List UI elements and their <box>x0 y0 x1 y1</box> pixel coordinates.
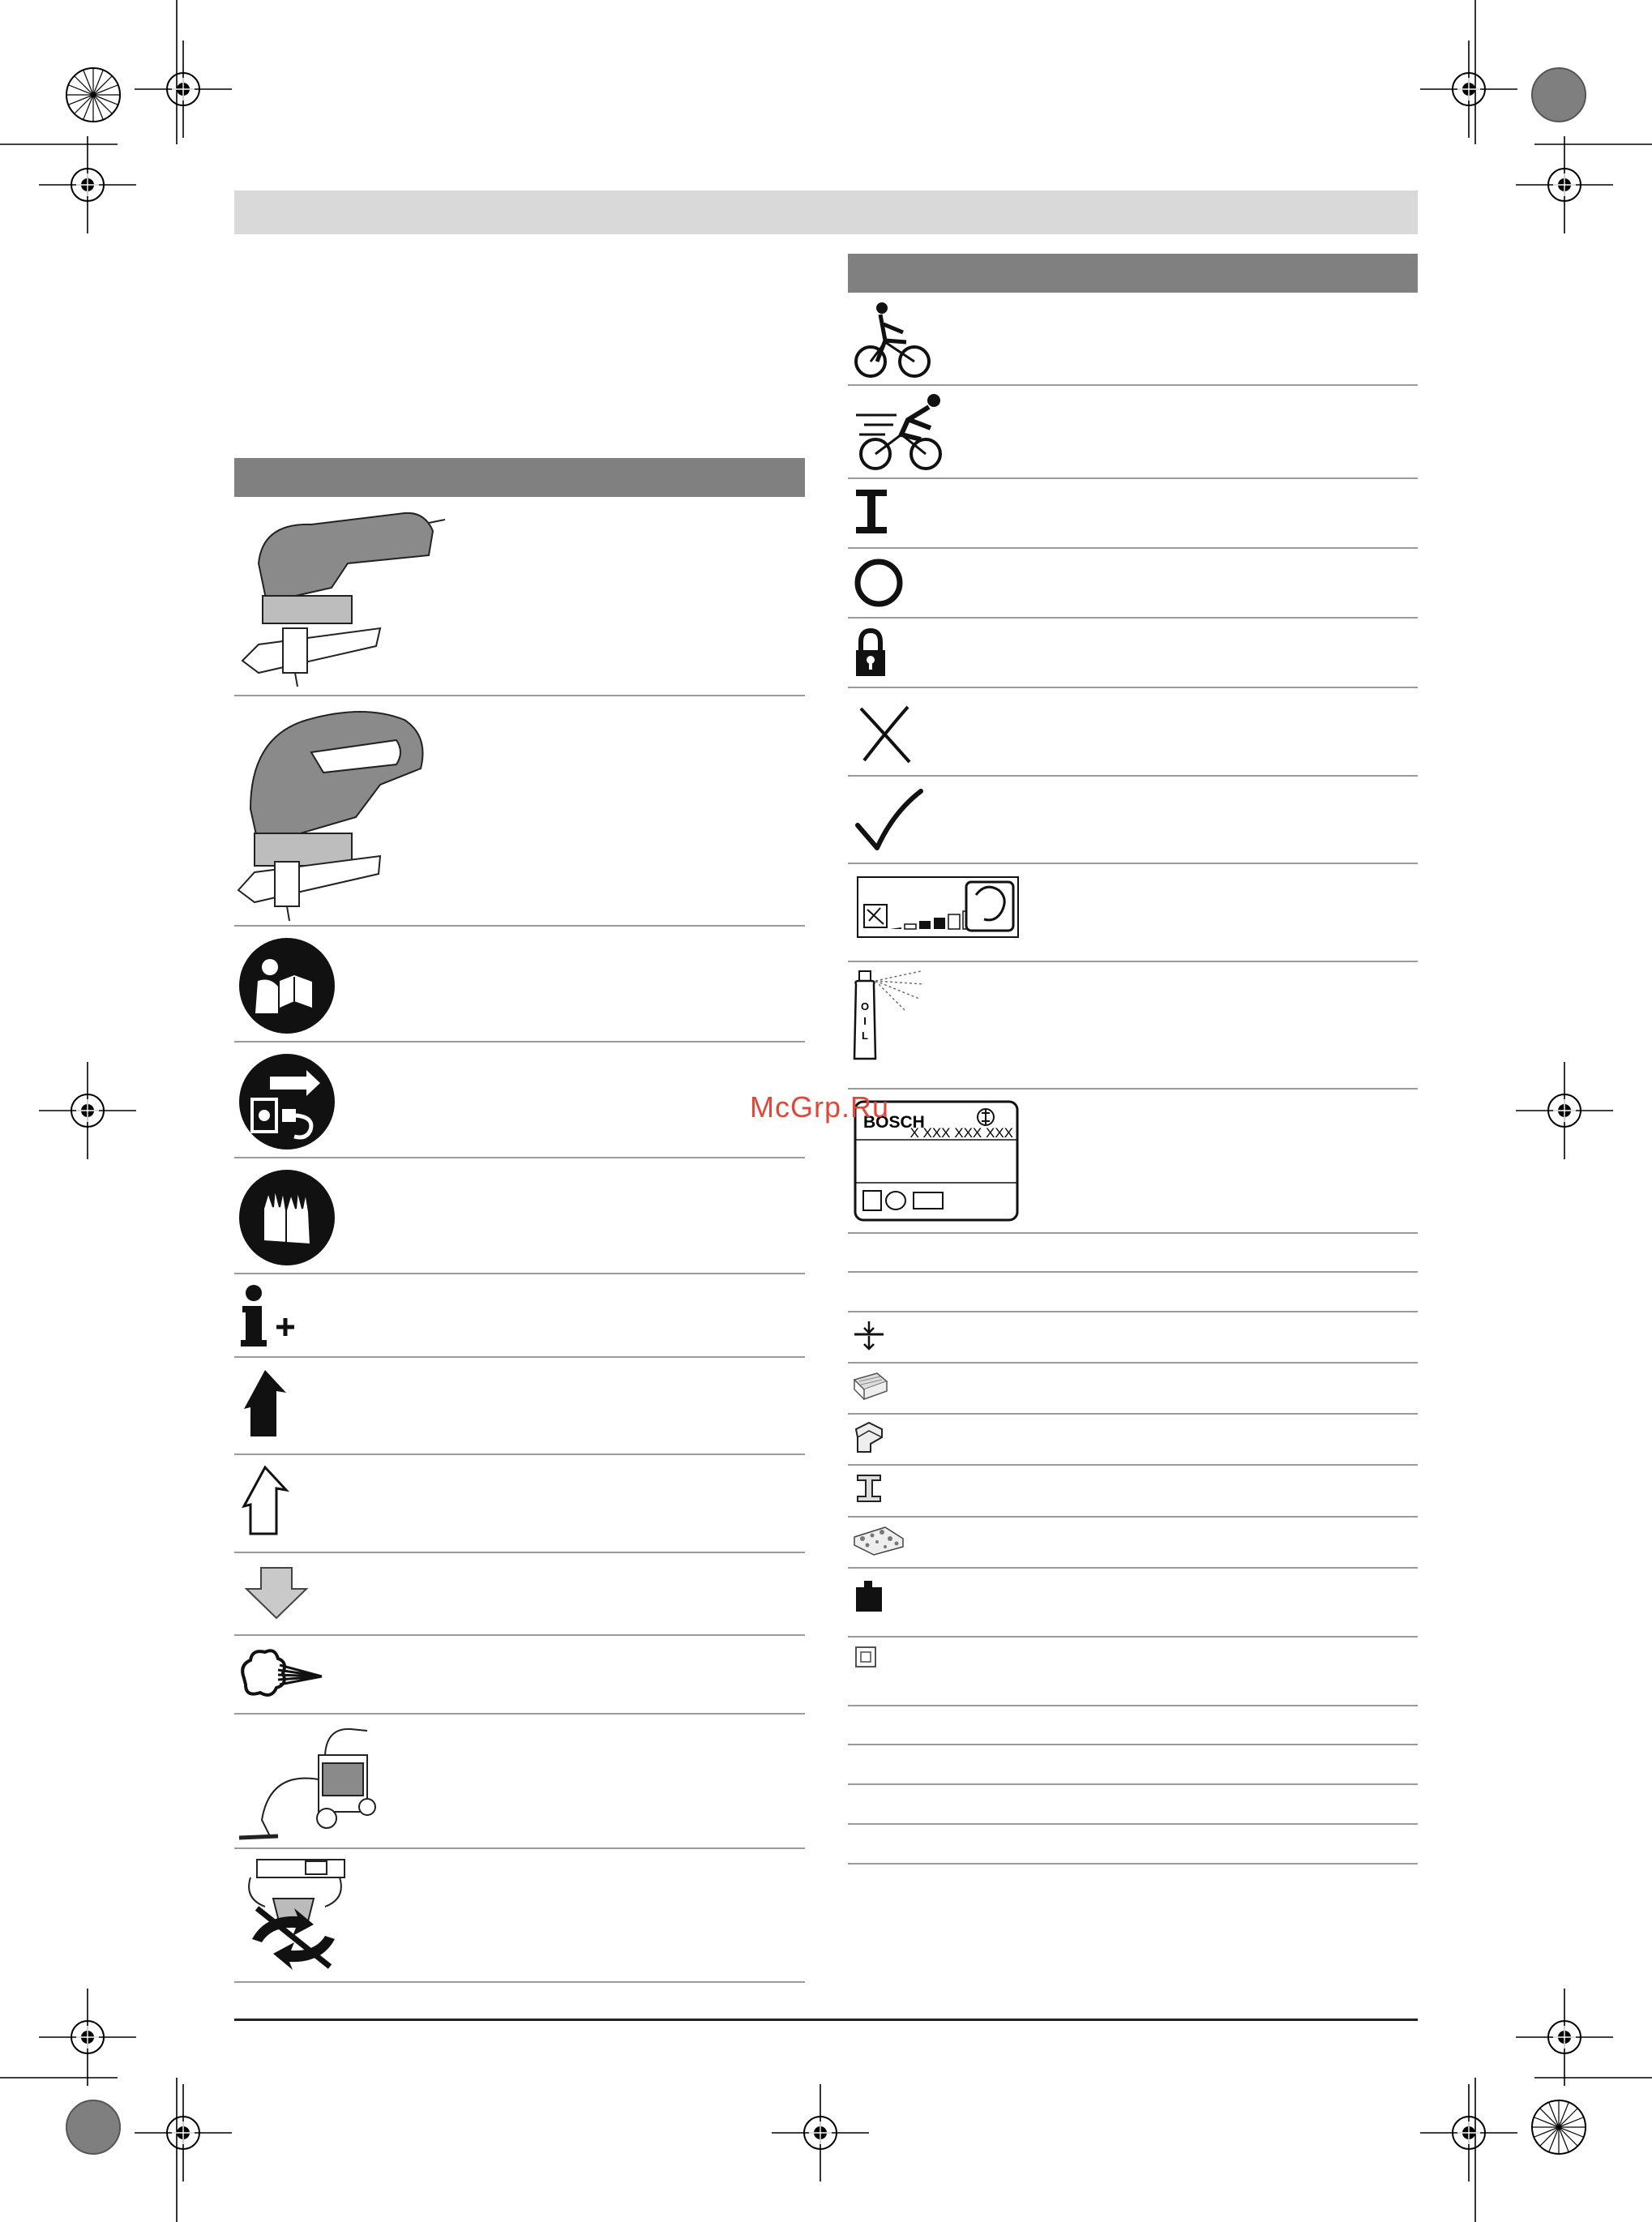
right-row-divider <box>848 1311 1418 1312</box>
right-row-divider <box>848 1232 1418 1234</box>
plate-number-text: X XXX XXX XXX <box>909 1125 1013 1141</box>
jigsaw-gst-150-ce-icon <box>234 704 445 923</box>
steel-material-icon <box>853 1472 885 1506</box>
left-row-divider <box>234 1273 805 1274</box>
right-row-divider <box>848 1362 1418 1364</box>
right-row-divider <box>848 1783 1418 1785</box>
right-row-divider <box>848 1636 1418 1638</box>
no-rotate-dust-extraction-icon <box>241 1858 346 1972</box>
left-row-divider <box>234 1634 805 1636</box>
right-row-divider <box>848 617 1418 619</box>
left-row-divider <box>234 1847 805 1849</box>
wood-material-icon <box>853 1370 888 1402</box>
plate-brand-text: BOSCH <box>863 1113 925 1132</box>
arrow-up-filled-icon <box>241 1367 297 1440</box>
right-row-divider <box>848 1823 1418 1825</box>
right-row-divider <box>848 1271 1418 1273</box>
svg-text:O: O <box>860 1000 870 1013</box>
protection-class-ii-icon <box>854 1646 879 1670</box>
left-row-divider <box>234 1157 805 1158</box>
right-row-divider <box>848 775 1418 777</box>
cross-icon <box>853 702 918 767</box>
read-manual-icon <box>238 936 336 1035</box>
left-row-divider <box>234 1713 805 1715</box>
registration-mark-bottom-right <box>1420 2084 1517 2181</box>
left-row-divider <box>234 695 805 696</box>
right-row-divider <box>848 1567 1418 1569</box>
cyclist-fast-icon <box>853 392 950 473</box>
oil-spray-icon <box>851 970 932 1067</box>
watermark-text: McGrp.Ru <box>750 1090 890 1124</box>
right-row-divider <box>848 477 1418 479</box>
jigsaw-gst-150-bce-icon <box>234 507 445 689</box>
color-target-top-right <box>1532 68 1586 122</box>
color-target-top-left <box>66 68 120 122</box>
switch-off-icon <box>853 557 905 609</box>
color-target-bottom-right <box>1532 2100 1586 2154</box>
right-row-divider <box>848 863 1418 864</box>
right-row-divider <box>848 687 1418 688</box>
left-row-divider <box>234 1454 805 1455</box>
left-table-header <box>234 458 805 497</box>
right-table-header <box>848 254 1418 293</box>
lock-icon <box>853 627 888 679</box>
right-row-divider <box>848 1705 1418 1706</box>
registration-mark-top-left <box>135 41 232 138</box>
right-row-divider <box>848 547 1418 549</box>
speed-preselection-icon <box>856 876 1021 940</box>
registration-mark-right-upper <box>1516 136 1613 233</box>
right-row-divider <box>848 961 1418 962</box>
registration-mark-bottom-left <box>135 2084 232 2181</box>
arrow-up-outline-icon <box>241 1464 297 1537</box>
blow-out-icon <box>238 1646 327 1706</box>
registration-mark-top-right <box>1420 41 1517 138</box>
registration-mark-left-upper <box>39 136 136 233</box>
right-row-divider <box>848 1516 1418 1518</box>
wear-gloves-icon <box>238 1168 336 1267</box>
check-icon <box>853 788 926 853</box>
registration-mark-right-middle <box>1516 1062 1613 1159</box>
color-target-bottom-left <box>66 2100 120 2154</box>
aluminium-material-icon <box>853 1421 885 1455</box>
left-row-divider <box>234 1981 805 1983</box>
registration-mark-left-middle <box>39 1062 136 1159</box>
right-row-divider <box>848 384 1418 386</box>
information-plus-icon <box>238 1283 302 1348</box>
left-row-divider <box>234 1356 805 1358</box>
page-footer-rule <box>234 2019 1418 2021</box>
right-row-divider <box>848 1413 1418 1415</box>
registration-mark-bottom-center <box>772 2084 869 2181</box>
unplug-mains-icon <box>238 1052 336 1151</box>
right-row-divider <box>848 1088 1418 1090</box>
left-row-divider <box>234 1041 805 1042</box>
arrow-down-icon <box>245 1565 310 1621</box>
switch-on-icon <box>853 486 893 537</box>
registration-mark-right-lower <box>1516 1989 1613 2086</box>
registration-mark-left-lower <box>39 1989 136 2086</box>
right-row-divider <box>848 1464 1418 1466</box>
svg-text:I: I <box>863 1015 867 1027</box>
cutting-depth-icon <box>853 1320 885 1352</box>
cyclist-slow-icon <box>853 302 934 383</box>
right-row-divider <box>848 1863 1418 1865</box>
left-row-divider <box>234 1552 805 1553</box>
right-row-divider <box>848 1744 1418 1745</box>
svg-text:L: L <box>862 1030 868 1042</box>
page-header-band <box>234 191 1418 234</box>
left-row-divider <box>234 925 805 927</box>
weight-icon <box>853 1579 885 1615</box>
vacuum-cleaner-icon <box>238 1723 383 1844</box>
stone-material-icon <box>853 1524 905 1558</box>
